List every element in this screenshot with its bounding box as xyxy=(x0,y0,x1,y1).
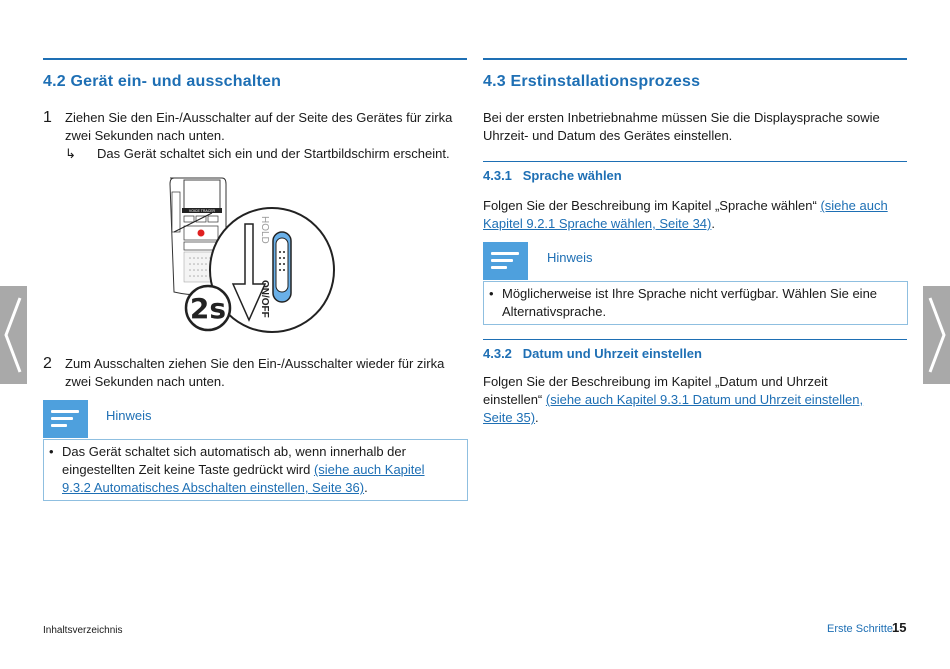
sub2-rule xyxy=(483,339,907,340)
note-bullet: • xyxy=(49,444,54,459)
note-text: Möglicherweise ist Ihre Sprache nicht verfügbar. Wählen Sie eine Alternativsprache. xyxy=(502,286,878,319)
previous-page-tab[interactable] xyxy=(0,286,27,384)
note-box xyxy=(43,439,468,501)
page-number: 15 xyxy=(892,620,907,635)
subsection-heading-4-3-1: 4.3.1 Sprache wählen xyxy=(483,168,622,183)
note-label: Hinweis xyxy=(547,250,593,265)
device-label: VOICE TRACER xyxy=(188,209,216,213)
footer-section-name: Erste Schritte xyxy=(827,623,894,635)
onoff-label: ON/OFF xyxy=(259,280,270,318)
hold-label: HOLD xyxy=(259,216,270,244)
footer-toc-link[interactable]: Inhaltsverzeichnis xyxy=(43,625,123,636)
chevron-left-icon xyxy=(0,286,27,384)
note-icon xyxy=(483,242,528,280)
step-2-number: 2 xyxy=(43,355,52,372)
link-chapter-9-2-1-cont[interactable]: Kapitel 9.2.1 Sprache wählen, Seite 34) xyxy=(483,216,712,231)
note-text: Das Gerät schaltet sich automatisch ab, wenn innerhalb der eingestellten Zeit keine Taste gedrückt wird (siehe auch Kapitel 9.3.2 Automatisches Abschalten einstellen, Seite 36). xyxy=(62,444,425,495)
device-switch-illustration xyxy=(160,172,340,334)
note-box xyxy=(483,281,908,325)
note-label: Hinweis xyxy=(106,408,152,423)
step-1-text: Ziehen Sie den Ein-/Ausschalter auf der Seite des Gerätes für zirka zwei Sekunden nach unten. xyxy=(65,110,453,143)
link-chapter-9-3-1[interactable]: (siehe auch Kapitel 9.3.1 Datum und Uhrzeit einstellen, xyxy=(545,392,864,407)
note-bullet: • xyxy=(489,286,494,301)
note-icon xyxy=(43,400,88,438)
link-chapter-9-3-2[interactable]: (siehe auch Kapitel xyxy=(313,462,425,477)
next-page-tab[interactable] xyxy=(923,286,950,384)
section-heading-4-3: 4.3 Erstinstallationsprozess xyxy=(483,73,701,90)
sub1-rule xyxy=(483,161,907,162)
step-1-result: Das Gerät schaltet sich ein und der Startbildschirm erscheint. xyxy=(97,146,450,161)
sub2-text: Folgen Sie der Beschreibung im Kapitel „Datum und Uhrzeit einstellen“ (siehe auch Kapitel 9.3.1 Datum und Uhrzeit einstellen, Seite 35). xyxy=(483,374,864,425)
duration-label: 2s xyxy=(189,292,227,325)
sub1-text: Folgen Sie der Beschreibung im Kapitel „Sprache wählen“ (siehe auch Kapitel 9.2.1 Sprache wählen, Seite 34). xyxy=(483,198,888,231)
link-chapter-9-3-2-cont[interactable]: 9.3.2 Automatisches Abschalten einstellen, Seite 36) xyxy=(62,480,365,495)
chevron-right-icon xyxy=(923,286,950,384)
device-screen xyxy=(184,180,220,210)
right-top-rule xyxy=(483,58,907,60)
left-top-rule xyxy=(43,58,467,60)
subsection-heading-4-3-2: 4.3.2 Datum und Uhrzeit einstellen xyxy=(483,346,702,361)
result-arrow-icon: ↳ xyxy=(65,146,76,161)
section-heading-4-2: 4.2 Gerät ein- und ausschalten xyxy=(43,73,282,90)
link-chapter-9-2-1[interactable]: (siehe auch xyxy=(820,198,888,213)
intro-text: Bei der ersten Inbetriebnahme müssen Sie die Displaysprache sowie Uhrzeit- und Datum des Gerätes einstellen. xyxy=(483,110,880,143)
step-1-number: 1 xyxy=(43,109,52,126)
link-chapter-9-3-1-cont[interactable]: Seite 35) xyxy=(483,410,536,425)
step-2-text: Zum Ausschalten ziehen Sie den Ein-/Ausschalter wieder für zirka zwei Sekunden nach unten. xyxy=(65,356,445,389)
